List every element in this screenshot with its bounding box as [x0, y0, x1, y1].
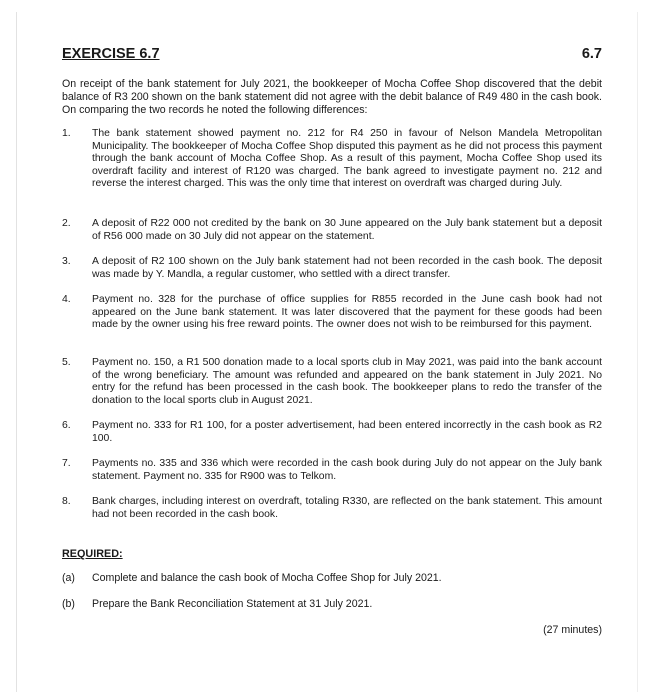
item-text: Payments no. 335 and 336 which were recorded in the cash book during July do not appear on the July bank statement. Payment no. 335 for R900 was to Telkom.	[92, 458, 602, 482]
item-number: 1.	[62, 128, 71, 139]
required-part-label: (a)	[62, 572, 75, 584]
item-text: A deposit of R2 100 shown on the July bank statement had not been recorded in the cash book. The deposit was made by Y. Mandla, a regular customer, who settled with a direct transfer.	[92, 256, 602, 280]
item-text: Payment no. 328 for the purchase of office supplies for R855 recorded in the June cash book had not appeared on the June bank statement. It was later discovered that the payment for these goods had been made by the owner using his free reward points. The owner does not wish to be reimbursed for this payment.	[92, 294, 602, 330]
item-text: The bank statement showed payment no. 212 for R4 250 in favour of Nelson Mandela Metropolitan Municipality. The bookkeeper of Mocha Coffee Shop disputed this payment as he did not process this payment through the bank account of Mocha Coffee Shop. As a result of this payment, Mocha Coffee Shop used its overdraft facility and interest of R120 was charged. The bank agreed to investigate payment no. 212 and reverse the interest charged. This was the only time that interest on overdraft was charged during July.	[92, 128, 602, 189]
time-allocation: (27 minutes)	[543, 624, 602, 636]
intro-paragraph: On receipt of the bank statement for July 2021, the bookkeeper of Mocha Coffee Shop discovered that the debit balance of R3 200 shown on the bank statement did not agree with the debit balance of R49 480 in the cash book. On comparing the two records he noted the following differences:	[62, 78, 602, 116]
required-part-text: Prepare the Bank Reconciliation Statement at 31 July 2021.	[92, 598, 373, 610]
item-number: 2.	[62, 218, 71, 229]
required-heading: REQUIRED:	[62, 548, 123, 560]
item-number: 3.	[62, 256, 71, 267]
item-number: 6.	[62, 420, 71, 431]
item-text: Bank charges, including interest on overdraft, totaling R330, are reflected on the bank statement. This amount had not been recorded in the cash book.	[92, 496, 602, 520]
item-number: 7.	[62, 458, 71, 469]
exercise-header	[62, 46, 602, 68]
exercise-number: 6.7	[581, 46, 602, 62]
item-text: Payment no. 333 for R1 100, for a poster advertisement, had been entered incorrectly in the cash book as R2 100.	[92, 420, 602, 444]
required-part-text: Complete and balance the cash book of Mocha Coffee Shop for July 2021.	[92, 572, 442, 584]
item-number: 4.	[62, 294, 71, 305]
exercise-title: EXERCISE 6.7	[62, 46, 160, 62]
required-part-label: (b)	[62, 598, 75, 610]
item-text: A deposit of R22 000 not credited by the bank on 30 June appeared on the July bank statement but a deposit of R56 000 made on 30 July did not appear on the statement.	[92, 218, 602, 242]
item-text: Payment no. 150, a R1 500 donation made to a local sports club in May 2021, was paid into the bank account of the wrong beneficiary. The amount was refunded and appeared on the bank statement in July 2021. No entry for the refund has been processed in the cash book. The bookkeeper plans to redo the transfer of the donation to the local sports club in August 2021.	[92, 357, 602, 406]
item-number: 5.	[62, 357, 71, 368]
item-number: 8.	[62, 496, 71, 507]
